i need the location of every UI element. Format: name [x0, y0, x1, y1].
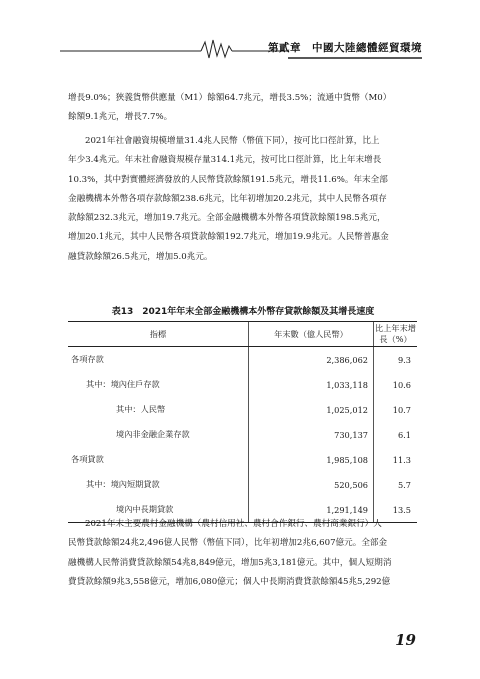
table-title: 表13 2021年年末全部金融機構本外幣存貸款餘額及其增長速度 [111, 307, 375, 317]
table-header-row [68, 322, 417, 347]
paragraph-social-financing [68, 132, 418, 267]
row-label: 各項貸款 [71, 454, 104, 464]
paragraph-m1-m0 [68, 89, 418, 128]
row-label: 境內非金融企業存款 [116, 429, 190, 439]
row-value: 1,985,108 [249, 447, 374, 472]
column-header-year-end: 年末數（億人民幣） [249, 322, 374, 347]
column-header-growth: 比上年末增長（%） [374, 322, 418, 347]
row-value: 1,291,149 [249, 497, 374, 523]
table-row [68, 347, 417, 373]
deposit-loan-table [68, 321, 417, 523]
table-row [68, 422, 417, 447]
text-line: 餘額9.1兆元，增長7.7%。 [68, 112, 173, 123]
row-growth: 10.7 [374, 397, 418, 422]
running-header [60, 36, 422, 62]
row-growth: 13.5 [374, 497, 418, 523]
text-line: 費貸款餘額9兆3,558億元，增加6,080億元；個人中長期消費貸款餘額45兆5,292億 [68, 576, 391, 587]
row-growth: 5.7 [374, 472, 418, 497]
text-line: 2021年社會融資規模增量31.4兆人民幣（幣值下同），按可比口徑計算，比上 [85, 136, 380, 146]
text-line: 年少3.4兆元。年末社會融資規模存量314.1兆元，按可比口徑計算，比上年末增長 [68, 155, 382, 166]
table-row [68, 447, 417, 472]
text-line: 2021年末主要農村金融機構（農村信用社、農村合作銀行、農村商業銀行）人 [85, 519, 382, 529]
text-line: 金融機構本外幣各項存款餘額238.6兆元，比年初增加20.2兆元，其中人民幣各項存 [68, 193, 387, 204]
row-label: 境內中長期貸款 [68, 497, 249, 523]
row-label: 其中：人民幣 [116, 404, 166, 414]
row-label: 其中：境內住戶存款 [86, 379, 160, 389]
row-value: 1,033,118 [249, 372, 374, 397]
row-growth: 6.1 [374, 422, 418, 447]
table-row [68, 397, 417, 422]
row-growth: 10.6 [374, 372, 418, 397]
table-row [68, 472, 417, 497]
paragraph-rural-finance [68, 515, 418, 592]
row-value: 2,386,062 [249, 347, 374, 373]
row-value: 1,025,012 [249, 397, 374, 422]
row-value: 520,506 [249, 472, 374, 497]
page-number: 19 [395, 631, 416, 649]
text-line: 增長9.0%；狹義貨幣供應量（M1）餘額64.7兆元，增長3.5%；流通中貨幣（M0） [68, 93, 392, 103]
text-line: 民幣貸款餘額24兆2,496億人民幣（幣值下同），比年初增加2兆6,607億元。全部金 [68, 538, 388, 549]
text-line: 款餘額232.3兆元，增加19.7兆元。全部金融機構本外幣各項貸款餘額198.5兆元， [68, 213, 386, 224]
chapter-title: 第貳章 中國大陸總體經貿環境 [268, 42, 422, 54]
text-line: 10.3%，其中對實體經濟發放的人民幣貸款餘額191.5兆元，增長11.6%。年末全部 [68, 174, 388, 185]
text-line: 增加20.1兆元，其中人民幣各項貸款餘額192.7兆元，增加19.9兆元。人民幣普惠金 [68, 232, 389, 243]
row-label: 其中：境內短期貸款 [86, 479, 160, 489]
row-value: 730,137 [249, 422, 374, 447]
row-label: 各項存款 [71, 354, 104, 364]
text-line: 融貸款餘額26.5兆元，增加5.0兆元。 [68, 251, 213, 262]
row-growth: 9.3 [374, 347, 418, 373]
text-line: 融機構人民幣消費貸款餘額54兆8,849億元，增加5兆3,181億元。其中，個人短期消 [68, 557, 392, 568]
row-growth: 11.3 [374, 447, 418, 472]
column-header-indicator: 指標 [68, 322, 249, 347]
table-row [68, 372, 417, 397]
